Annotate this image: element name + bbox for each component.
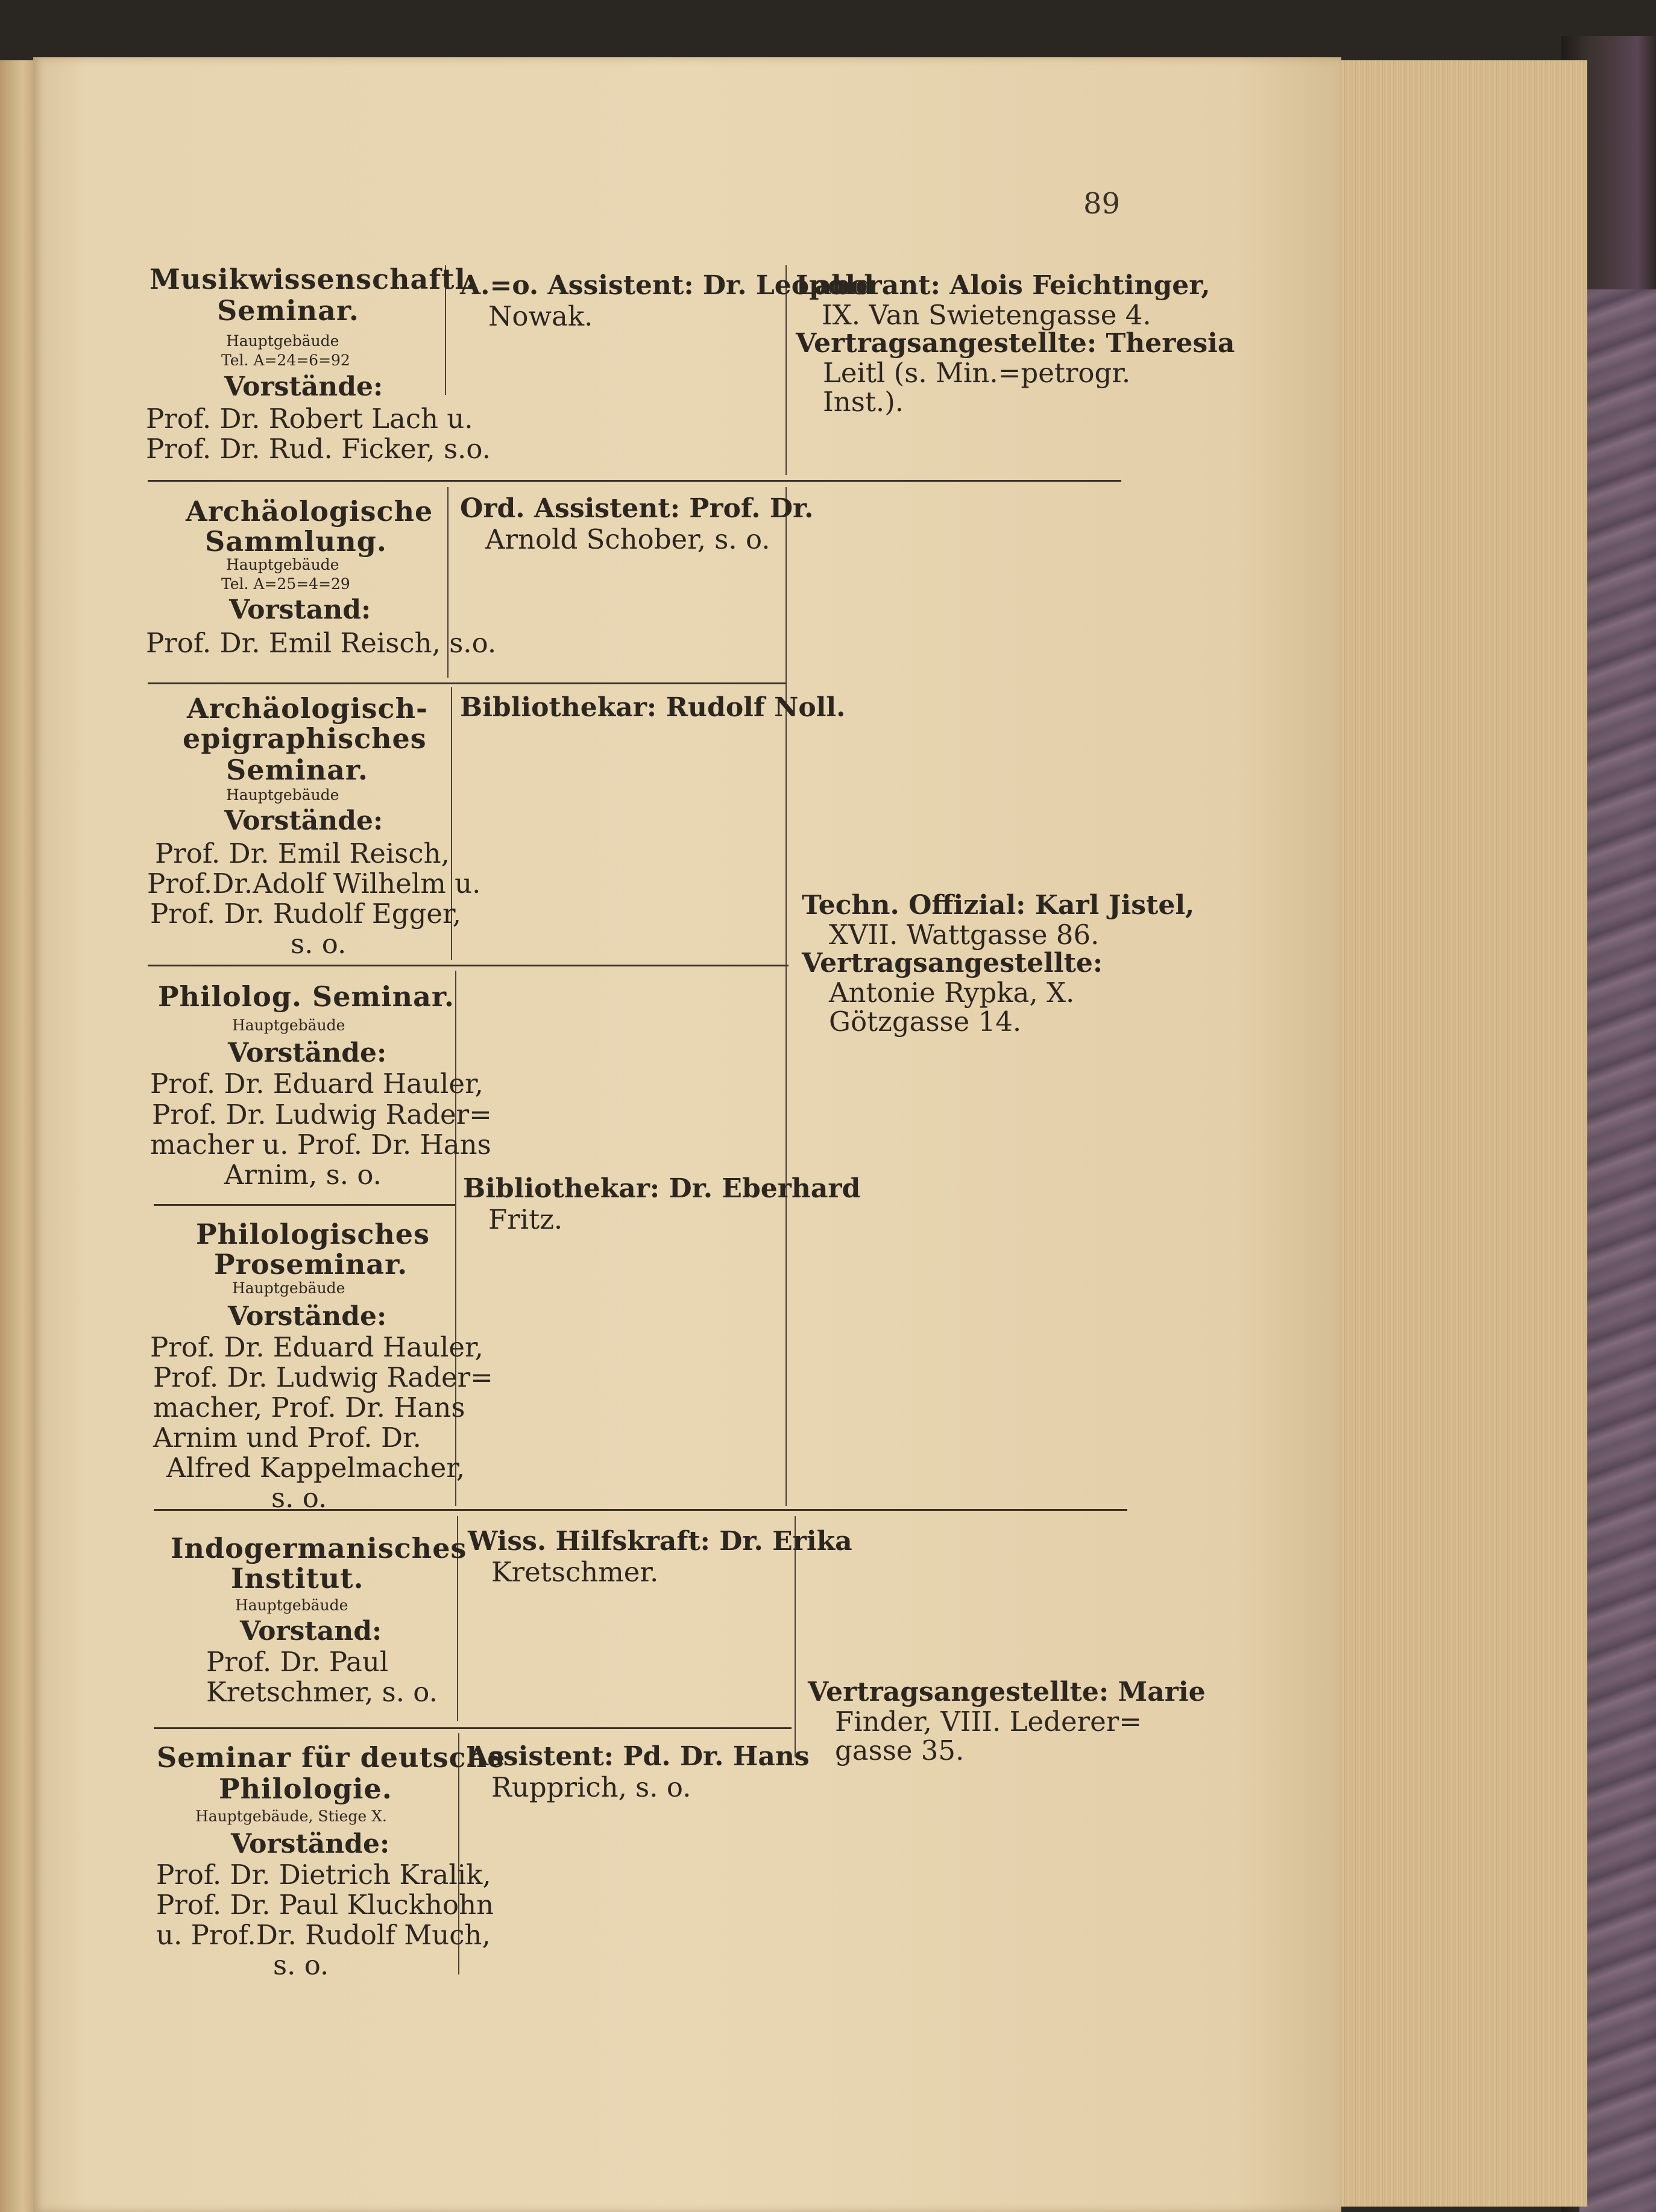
indogerm-institute-heading: Indogermanisches <box>171 1532 467 1564</box>
employee-entry-cont: IX. Van Swietengasse 4. <box>822 299 1151 331</box>
proseminar-name-line: Prof. Dr. Eduard Hauler, <box>150 1331 483 1363</box>
musik-role-label: Vorstände: <box>224 371 383 402</box>
staff-entry: Wiss. Hilfskraft: Dr. Erika <box>468 1526 852 1557</box>
proseminar-name-line: Prof. Dr. Ludwig Rader= <box>153 1361 493 1393</box>
archepig-name-line: Prof. Dr. Rudolf Egger, <box>150 898 461 930</box>
philolog-name-line: Arnim, s. o. <box>224 1159 382 1191</box>
rule-deutsch <box>154 1727 792 1729</box>
deutsch-role-label: Vorstände: <box>231 1829 390 1859</box>
employee-entry-cont: Götzgasse 14. <box>829 1006 1022 1038</box>
employee-entry-cont: Antonie Rypka, X. <box>829 977 1075 1009</box>
archsamm-institute-heading: Sammlung. <box>205 525 387 558</box>
philolog-name-line: Prof. Dr. Eduard Hauler, <box>150 1068 483 1100</box>
deutsch-institute-heading: Seminar für deutsche <box>157 1741 506 1774</box>
staff-entry-cont: Fritz. <box>488 1203 563 1235</box>
employee-entry: Vertragsangestellte: Marie <box>808 1677 1206 1707</box>
proseminar-name-line: s. o. <box>271 1482 327 1514</box>
archsamm-name-line: Prof. Dr. Emil Reisch, s.o. <box>146 627 497 659</box>
musik-name-line: Prof. Dr. Robert Lach u. <box>146 403 473 435</box>
staff-entry-cont: Arnold Schober, s. o. <box>485 523 770 555</box>
musik-institute-heading: Seminar. <box>217 294 359 327</box>
deutsch-name-line: Prof. Dr. Dietrich Kralik, <box>156 1859 491 1891</box>
archsamm-location-note: Tel. A=25=4=29 <box>221 575 350 593</box>
staff-entry-cont: Rupprich, s. o. <box>491 1771 691 1803</box>
staff-entry: A.=o. Assistent: Dr. Leopold <box>460 270 874 301</box>
deutsch-institute-heading: Philologie. <box>219 1772 392 1805</box>
staff-entry: Assistent: Pd. Dr. Hans <box>468 1741 810 1772</box>
employee-entry-cont: Leitl (s. Min.=petrogr. <box>823 357 1131 389</box>
archsamm-location-note: Hauptgebäude <box>226 556 339 573</box>
proseminar-name-line: Alfred Kappelmacher, <box>166 1452 465 1484</box>
staff-entry-cont: Kretschmer. <box>491 1556 659 1588</box>
staff-entry: Bibliothekar: Rudolf Noll. <box>460 692 846 723</box>
proseminar-role-label: Vorstände: <box>228 1301 387 1332</box>
archepig-name-line: Prof. Dr. Emil Reisch, <box>155 837 450 869</box>
indogerm-name-line: Prof. Dr. Paul <box>206 1646 389 1678</box>
proseminar-name-line: Arnim und Prof. Dr. <box>153 1422 421 1454</box>
archsamm-role-label: Vorstand: <box>229 594 371 625</box>
rule-proseminar <box>154 1204 455 1206</box>
employee-entry: Laborant: Alois Feichtinger, <box>796 270 1211 301</box>
musik-location-note: Tel. A=24=6=92 <box>221 351 350 369</box>
employee-entry: Vertragsangestellte: <box>802 948 1103 978</box>
employee-entry: Techn. Offizial: Karl Jistel, <box>802 890 1195 921</box>
philolog-institute-heading: Philolog. Seminar. <box>158 980 455 1013</box>
employee-entry-cont: gasse 35. <box>835 1735 965 1766</box>
staff-entry: Bibliothekar: Dr. Eberhard <box>463 1173 861 1204</box>
employee-entry-cont: XVII. Wattgasse 86. <box>829 919 1100 951</box>
archepig-name-line: s. o. <box>291 928 347 960</box>
archsamm-institute-heading: Archäologische <box>186 495 433 528</box>
musik-name-line: Prof. Dr. Rud. Ficker, s.o. <box>146 433 491 465</box>
philolog-role-label: Vorstände: <box>228 1038 387 1068</box>
deutsch-location-note: Hauptgebäude, Stiege X. <box>195 1807 387 1825</box>
rule-archepig <box>148 682 785 684</box>
deutsch-name-line: s. o. <box>273 1949 329 1981</box>
indogerm-role-label: Vorstand: <box>240 1616 382 1646</box>
deutsch-name-line: u. Prof.Dr. Rudolf Much, <box>156 1919 491 1951</box>
employee-entry: Vertragsangestellte: Theresia <box>796 328 1235 359</box>
philolog-name-line: Prof. Dr. Ludwig Rader= <box>152 1098 492 1130</box>
archepig-institute-heading: Seminar. <box>226 754 368 786</box>
proseminar-institute-heading: Philologisches <box>196 1218 430 1250</box>
rule-philolog <box>148 965 789 966</box>
indogerm-location-note: Hauptgebäude <box>235 1596 348 1614</box>
proseminar-location-note: Hauptgebäude <box>232 1279 345 1297</box>
deutsch-name-line: Prof. Dr. Paul Kluckhohn <box>156 1889 494 1921</box>
staff-entry-cont: Nowak. <box>488 300 593 332</box>
staff-entry: Ord. Assistent: Prof. Dr. <box>460 493 814 524</box>
archepig-role-label: Vorstände: <box>224 805 383 836</box>
proseminar-name-line: macher, Prof. Dr. Hans <box>153 1391 465 1423</box>
page-number: 89 <box>1083 187 1121 221</box>
indogerm-name-line: Kretschmer, s. o. <box>206 1676 438 1708</box>
rule-archsamm <box>148 480 1121 482</box>
archepig-institute-heading: Archäologisch- <box>187 692 429 725</box>
employee-entry-cont: Inst.). <box>823 386 904 418</box>
vrule-1d <box>455 971 456 1506</box>
philolog-location-note: Hauptgebäude <box>232 1016 345 1034</box>
philolog-name-line: macher u. Prof. Dr. Hans <box>150 1129 491 1161</box>
employee-entry-cont: Finder, VIII. Lederer= <box>835 1706 1142 1738</box>
musik-location-note: Hauptgebäude <box>226 332 339 350</box>
archepig-name-line: Prof.Dr.Adolf Wilhelm u. <box>147 868 481 900</box>
proseminar-institute-heading: Proseminar. <box>214 1248 408 1281</box>
musik-institute-heading: Musikwissenschaftl. <box>150 263 476 295</box>
vrule-2b <box>785 487 787 1506</box>
archepig-institute-heading: epigraphisches <box>183 722 427 755</box>
indogerm-institute-heading: Institut. <box>231 1562 364 1595</box>
archepig-location-note: Hauptgebäude <box>226 786 339 804</box>
